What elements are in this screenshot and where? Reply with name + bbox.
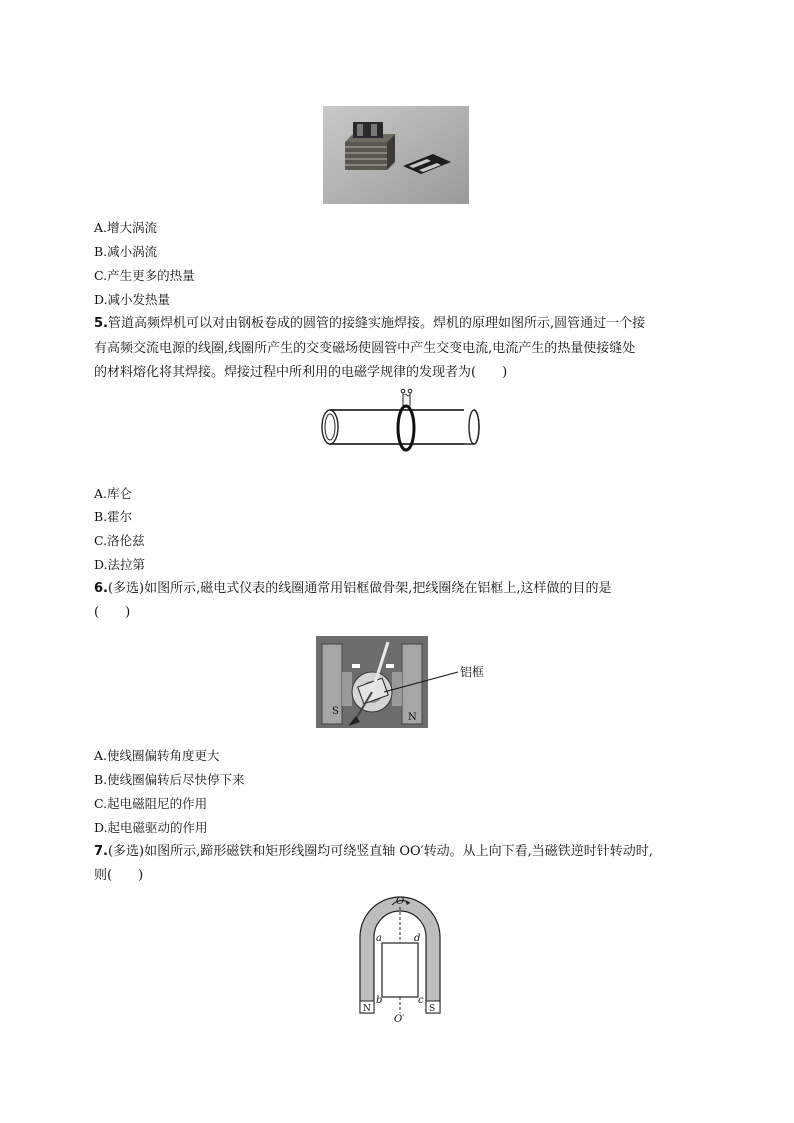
q6-option-a: A.使线圈偏转角度更大 xyxy=(94,748,220,763)
transformer-photo-svg xyxy=(323,106,469,204)
aluminum-frame-label: 铝框 xyxy=(460,665,485,679)
q6-option-c: C.起电磁阻尼的作用 xyxy=(94,796,208,811)
q6-stem-line-2: ( ) xyxy=(94,605,131,620)
q6-option-b: B.使线圈偏转后尽快停下来 xyxy=(94,772,245,787)
q5-stem-line-3: 的材料熔化将其焊接。焊接过程中所利用的电磁学规律的发现者为( ) xyxy=(94,365,508,380)
corner-b-label: b xyxy=(376,995,383,1006)
transformer-photo xyxy=(323,106,469,204)
corner-c-label: c xyxy=(418,995,424,1006)
axis-o-top-label: O xyxy=(396,896,405,907)
meter-figure xyxy=(316,636,492,728)
q5-stem-line-1 xyxy=(94,315,645,333)
q5-option-b: B.霍尔 xyxy=(94,509,133,524)
pipe-coil-figure xyxy=(314,386,484,456)
q4-option-c: C.产生更多的热量 xyxy=(94,268,195,283)
q6-stem-line-1 xyxy=(94,580,612,598)
q4-option-a: A.增大涡流 xyxy=(94,220,158,235)
q5-stem-line-2: 有高频交流电源的线圈,线圈所产生的交变磁场使圆管中产生交变电流,电流产生的热量使接缝处 xyxy=(94,341,636,356)
q5-option-a: A.库仑 xyxy=(94,486,133,501)
pipe-coil-svg xyxy=(314,386,484,456)
corner-a-label: a xyxy=(376,933,382,944)
axis-o-bottom-label: O′ xyxy=(394,1014,405,1023)
q5-option-c: C.洛伦兹 xyxy=(94,533,145,548)
q7-stem-line-2: 则( ) xyxy=(94,868,144,883)
corner-d-label: d xyxy=(414,933,421,944)
q5-text-1: 管道高频焊机可以对由钢板卷成的圆管的接缝实施焊接。焊机的原理如图所示,圆管通过一个接 xyxy=(107,316,646,331)
meter-svg xyxy=(316,636,492,728)
pole-s-label: S xyxy=(429,1004,436,1014)
q7-text-1: (多选)如图所示,蹄形磁铁和矩形线圈均可绕竖直轴 OO′转动。从上向下看,当磁铁逆时针转动时, xyxy=(107,844,653,859)
q5-option-d: D.法拉第 xyxy=(94,557,146,572)
q6-number: 6. xyxy=(94,581,108,596)
q6-option-d: D.起电磁驱动的作用 xyxy=(94,820,208,835)
horseshoe-magnet-svg xyxy=(352,893,448,1023)
pole-n-label: N xyxy=(363,1004,371,1014)
meter-s-label: S xyxy=(332,706,339,717)
q6-text-1: (多选)如图所示,磁电式仪表的线圈通常用铝框做骨架,把线圈绕在铝框上,这样做的目的是 xyxy=(107,581,612,596)
q5-number: 5. xyxy=(94,316,108,331)
meter-n-label: N xyxy=(408,712,417,723)
q4-option-b: B.减小涡流 xyxy=(94,244,158,259)
q4-option-d: D.减小发热量 xyxy=(94,292,171,307)
q7-stem-line-1 xyxy=(94,843,653,861)
horseshoe-magnet-figure xyxy=(352,893,448,1023)
q7-number: 7. xyxy=(94,844,108,859)
